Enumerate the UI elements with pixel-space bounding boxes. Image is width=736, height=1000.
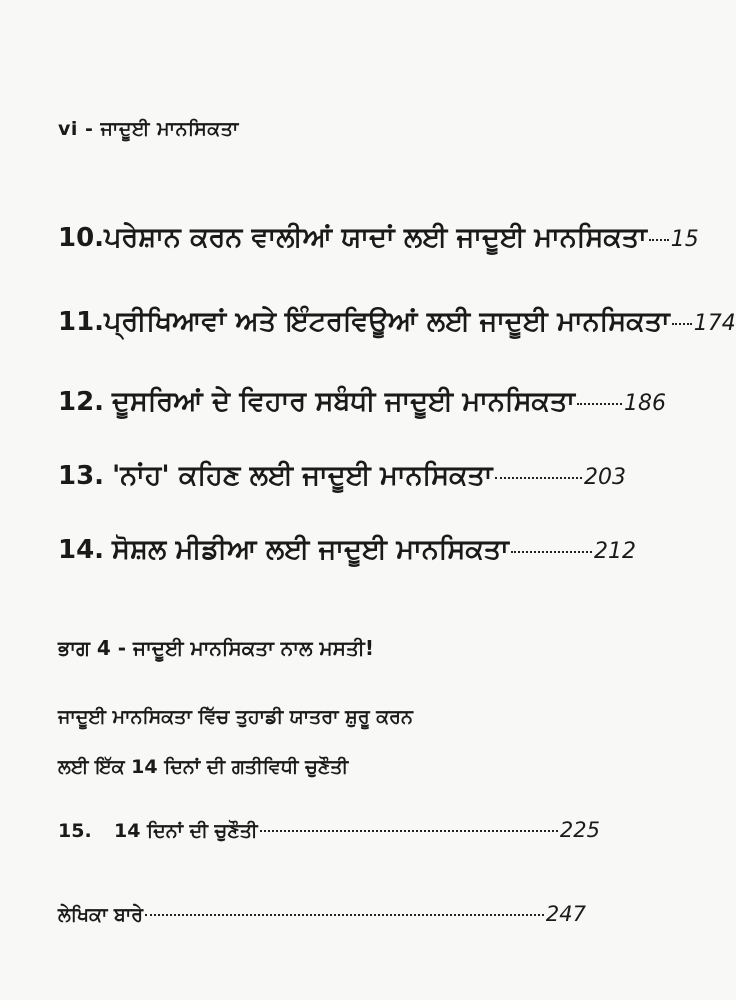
running-header: vi - ਜਾਦੂਈ ਮਾਨਸਿਕਤਾ (58, 118, 239, 140)
toc-entry-13[interactable] (58, 460, 626, 492)
dot-leader (577, 403, 622, 405)
part-4-heading: ਭਾਗ 4 - ਜਾਦੂਈ ਮਾਨਸਿਕਤਾ ਨਾਲ ਮਸਤੀ! (58, 636, 374, 660)
chapter-title: ਪ੍ਰੀਖਿਆਵਾਂ ਅਤੇ ਇੰਟਰਵਿਊਆਂ ਲਈ ਜਾਦੂਈ ਮਾਨਸਿਕਤਾ (104, 306, 670, 337)
chapter-number: 13. (58, 461, 105, 491)
chapter-title: 14 ਦਿਨਾਂ ਦੀ ਚੁਣੌਤੀ (114, 820, 258, 842)
chapter-title: ਪਰੇਸ਼ਾਨ ਕਰਨ ਵਾਲੀਆਂ ਯਾਦਾਂ ਲਈ ਜਾਦੂਈ ਮਾਨਸਿਕਤਾ (104, 222, 647, 253)
toc-entry-15[interactable] (58, 818, 600, 842)
toc-entry-about-author[interactable] (58, 902, 586, 926)
page-number: 15 (670, 227, 699, 252)
dot-leader (495, 477, 582, 479)
part-4-description-line-2: ਲਈ ਇੱਕ 14 ਦਿਨਾਂ ਦੀ ਗਤੀਵਿਧੀ ਚੁਣੌਤੀ (58, 756, 349, 778)
chapter-number: 12. (58, 387, 105, 417)
chapter-number: 10. (58, 223, 105, 253)
dot-leader (649, 239, 669, 241)
page-number: 186 (624, 391, 666, 416)
dot-leader (145, 914, 544, 916)
toc-entry-10[interactable] (58, 222, 699, 254)
page-number: 247 (545, 902, 586, 926)
chapter-title: 'ਨਾਂਹ' ਕਹਿਣ ਲਈ ਜਾਦੂਈ ਮਾਨਸਿਕਤਾ (112, 460, 493, 491)
page-number: 225 (559, 818, 600, 842)
toc-entry-12[interactable] (58, 386, 666, 418)
chapter-number: 11. (58, 307, 105, 337)
page-number: 174 (693, 311, 736, 336)
page-number: 203 (584, 465, 626, 490)
dot-leader (511, 551, 592, 553)
part-4-description-line-1: ਜਾਦੂਈ ਮਾਨਸਿਕਤਾ ਵਿੱਚ ਤੁਹਾਡੀ ਯਾਤਰਾ ਸ਼ੁਰੂ ਕਰਨ (58, 706, 413, 728)
dot-leader (260, 830, 558, 832)
toc-entry-14[interactable] (58, 534, 636, 566)
toc-entry-11[interactable] (58, 306, 736, 338)
page-number: 212 (594, 539, 636, 564)
dot-leader (672, 323, 692, 325)
entry-title: ਲੇਖਿਕਾ ਬਾਰੇ (58, 904, 144, 926)
chapter-number: 15. (58, 820, 92, 842)
chapter-number: 14. (58, 535, 105, 565)
chapter-title: ਸੋਸ਼ਲ ਮੀਡੀਆ ਲਈ ਜਾਦੂਈ ਮਾਨਸਿਕਤਾ (112, 534, 509, 565)
chapter-title: ਦੂਸਰਿਆਂ ਦੇ ਵਿਹਾਰ ਸਬੰਧੀ ਜਾਦੂਈ ਮਾਨਸਿਕਤਾ (112, 386, 575, 417)
